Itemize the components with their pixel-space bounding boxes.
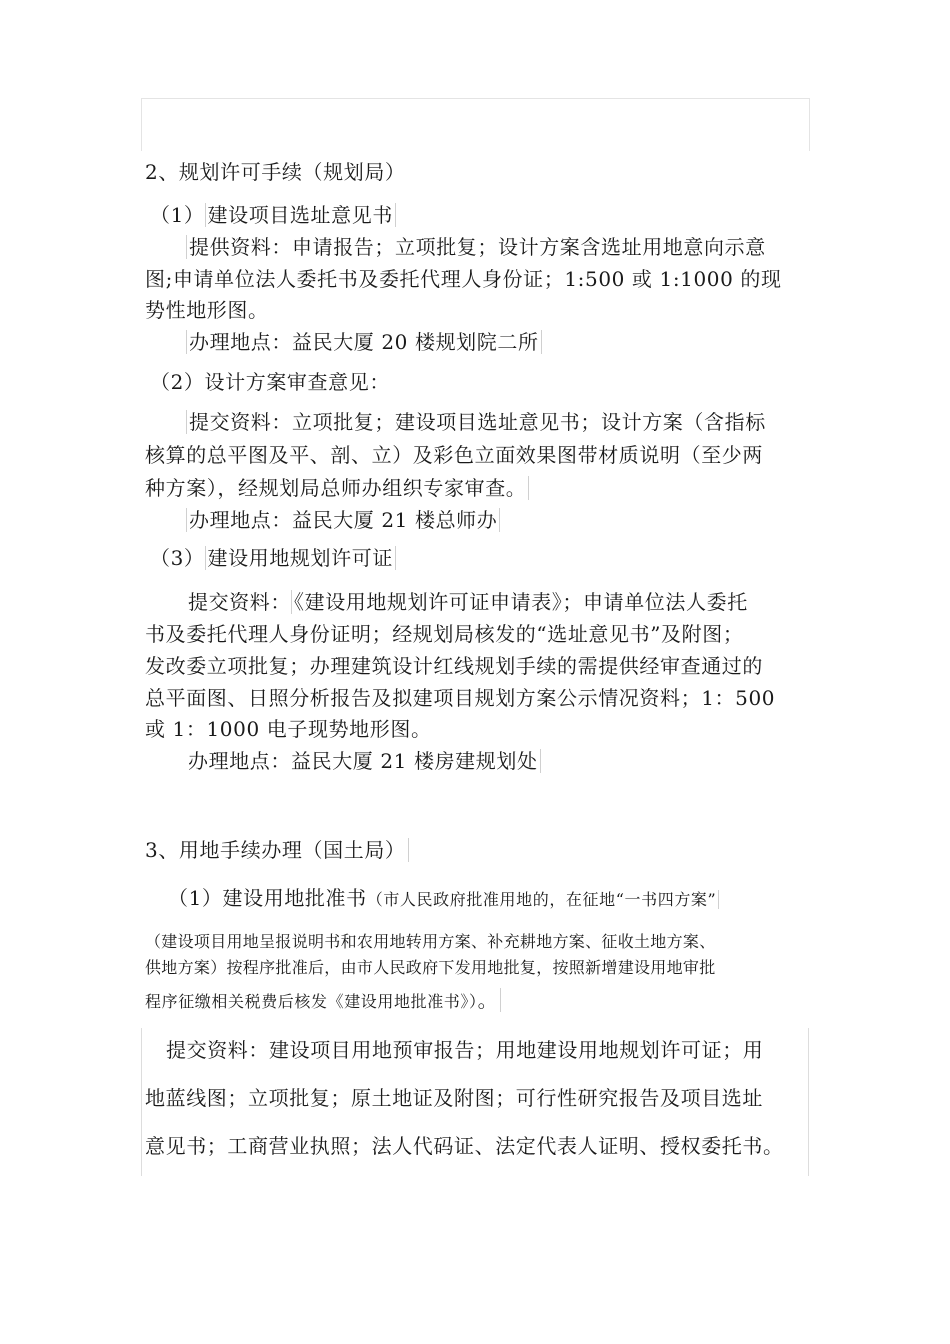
paragraph-line: 核算的总平图及平、剖、立）及彩色立面效果图带材质说明（至少两 <box>145 443 763 467</box>
block-edge-right <box>808 1028 809 1176</box>
item-heading <box>150 546 396 570</box>
item-heading <box>150 203 396 227</box>
note-end: 。 <box>478 988 502 1012</box>
paragraph-line: 图;申请单位法人委托书及委托代理人身份证；1:500 或 1:1000 的现 <box>145 267 782 291</box>
item-heading <box>168 886 719 912</box>
materials-text: 提供资料：申请报告；立项批复；设计方案含选址用地意向示意 <box>186 235 766 259</box>
item-number: （1） <box>150 203 205 227</box>
location-text: 办理地点：益民大厦 20 楼规划院二所 <box>186 330 542 354</box>
location-text: 办理地点：益民大厦 21 楼总师办 <box>186 508 500 532</box>
page-header-frame <box>141 98 810 151</box>
paragraph-line: 或 1：1000 电子现势地形图。 <box>145 717 432 741</box>
item-number: （3） <box>150 546 205 570</box>
note-line <box>145 988 501 1014</box>
note-line: （建设项目用地呈报说明书和农用地转用方案、补充耕地方案、征收土地方案、 <box>145 932 716 951</box>
section-heading: 2、规划许可手续（规划局） <box>145 160 406 184</box>
paragraph-line: 意见书；工商营业执照；法人代码证、法定代表人证明、授权委托书。 <box>145 1134 784 1158</box>
location-text: 办理地点：益民大厦 21 楼房建规划处 <box>188 749 541 773</box>
paragraph-line <box>145 476 529 500</box>
materials-text: 《建设用地规划许可证申请表》；申请单位法人委托 <box>291 590 748 614</box>
paragraph-line: 势性地形图。 <box>145 298 269 322</box>
location-line <box>186 330 542 354</box>
materials-label: 提交资料： <box>188 590 291 614</box>
paragraph-line <box>186 235 766 259</box>
materials-text: 提交资料：立项批复；建设项目选址意见书；设计方案（含指标 <box>186 410 766 434</box>
paragraph-line: 发改委立项批复；办理建筑设计红线规划手续的需提供经审查通过的 <box>145 654 763 678</box>
note-text: 程序征缴相关税费后核发《建设用地批准书》） <box>145 992 478 1011</box>
item-title: 建设项目选址意见书 <box>205 203 396 227</box>
item-title: 建设用地规划许可证 <box>205 546 396 570</box>
materials-text: 种方案），经规划局总师办组织专家审查。 <box>145 476 529 500</box>
item-heading <box>150 370 390 394</box>
paragraph-line <box>188 590 748 614</box>
section-heading <box>145 838 409 862</box>
item-note: （市人民政府批准用地的，在征地“一书四方案” <box>367 890 720 909</box>
location-line <box>186 508 500 532</box>
section-heading-text: 3、用地手续办理（国土局） <box>145 838 409 862</box>
item-title: （1）建设用地批准书 <box>168 886 367 910</box>
paragraph-line: 总平面图、日照分析报告及拟建项目规划方案公示情况资料；1：500 <box>145 686 776 710</box>
item-title: 设计方案审查意见： <box>204 370 390 394</box>
block-edge-left <box>141 1028 142 1176</box>
paragraph-line <box>186 410 766 434</box>
note-line: 供地方案）按程序批准后，由市人民政府下发用地批复，按照新增建设用地审批 <box>145 958 716 977</box>
paragraph-line: 书及委托代理人身份证明；经规划局核发的“选址意见书”及附图； <box>145 622 744 646</box>
paragraph-line: 提交资料：建设项目用地预审报告；用地建设用地规划许可证；用 <box>166 1038 764 1062</box>
location-line <box>188 749 541 773</box>
item-number: （2） <box>150 370 205 394</box>
paragraph-line: 地蓝线图；立项批复；原土地证及附图；可行性研究报告及项目选址 <box>145 1086 763 1110</box>
